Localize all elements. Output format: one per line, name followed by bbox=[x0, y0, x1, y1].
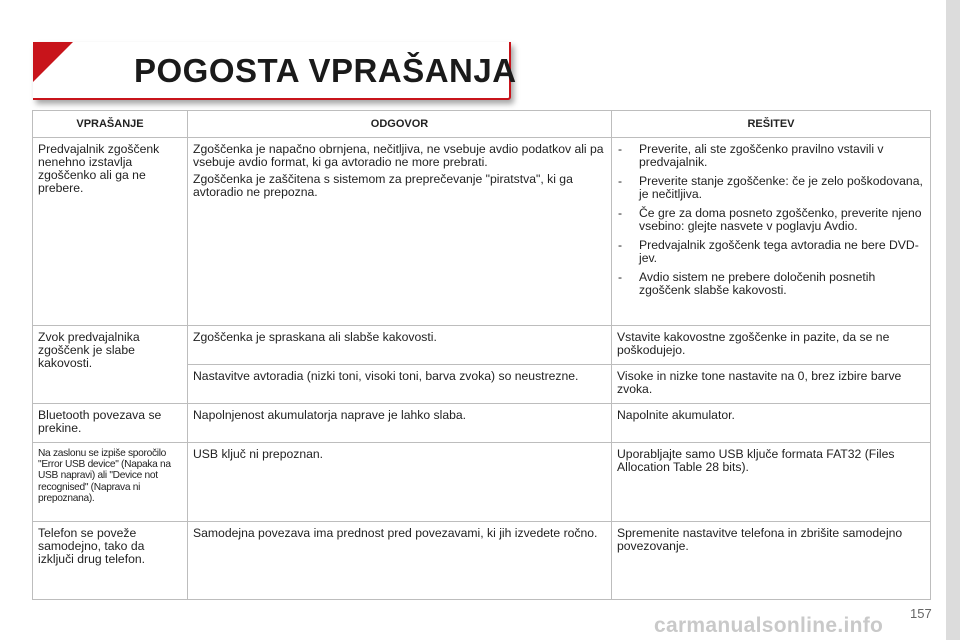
solution-item: - Predvajalnik zgoščenk tega avtoradia ne bere DVD-jev. bbox=[618, 238, 919, 265]
question-cell: Bluetooth povezava se prekine. bbox=[33, 404, 188, 443]
answer-cell: Samodejna povezava ima prednost pred povezavami, ki jih izvedete ročno. bbox=[188, 522, 612, 600]
answer-cell: Napolnjenost akumulatorja naprave je lahko slaba. bbox=[188, 404, 612, 443]
faq-table bbox=[32, 110, 931, 600]
table-header-row bbox=[33, 111, 931, 138]
solution-item: - Preverite stanje zgoščenke: če je zelo poškodovana, je nečitljiva. bbox=[618, 174, 923, 201]
solution-cell: Spremenite nastavitve telefona in zbrišite samodejno povezovanje. bbox=[612, 522, 931, 600]
answer-cell: Nastavitve avtoradia (nizki toni, visoki toni, barva zvoka) so neustrezne. bbox=[188, 365, 612, 404]
header-answer: ODGOVOR bbox=[188, 111, 612, 138]
question-cell: Telefon se poveže samodejno, tako da izključi drug telefon. bbox=[33, 522, 188, 600]
watermark: carmanualsonline.info bbox=[654, 614, 884, 637]
solution-cell: Vstavite kakovostne zgoščenke in pazite, da se ne poškodujejo. bbox=[612, 326, 931, 365]
solution-cell: Visoke in nizke tone nastavite na 0, brez izbire barve zvoka. bbox=[612, 365, 931, 404]
answer-text: Zgoščenka je zaščitena s sistemom za preprečevanje "piratstva", ki ga avtoradio ne prepozna. bbox=[193, 172, 573, 199]
question-cell: Na zaslonu se izpiše sporočilo "Error USB device" (Napaka na USB napravi) ali "Device not recognised" (Naprava ni prepoznana). bbox=[33, 443, 188, 522]
solution-item: - Preverite, ali ste zgoščenko pravilno vstavili v predvajalnik. bbox=[618, 142, 884, 169]
table-row bbox=[33, 404, 931, 443]
answer-text: Zgoščenka je napačno obrnjena, nečitljiva, ne vsebuje avdio podatkov ali pa vsebuje avdio format, ki ga avtoradio ne more prebrati. bbox=[193, 142, 604, 169]
question-cell: Predvajalnik zgoščenk nenehno izstavlja zgoščenko ali ga ne prebere. bbox=[33, 138, 188, 326]
table-row bbox=[33, 443, 931, 522]
table-row bbox=[33, 138, 931, 326]
page-number: 157 bbox=[910, 606, 932, 621]
page-title: POGOSTA VPRAŠANJA bbox=[134, 52, 517, 89]
table-row bbox=[33, 326, 931, 365]
table-row bbox=[33, 522, 931, 600]
solution-item: - Če gre za doma posneto zgoščenko, preverite njeno vsebino: glejte nasvete v poglavju Avdio. bbox=[618, 206, 922, 233]
answer-cell: USB ključ ni prepoznan. bbox=[188, 443, 612, 522]
solution-cell: Uporabljajte samo USB ključe formata FAT32 (Files Allocation Table 28 bits). bbox=[612, 443, 931, 522]
header-question: VPRAŠANJE bbox=[33, 111, 188, 138]
answer-cell bbox=[188, 138, 612, 326]
solution-cell: Napolnite akumulator. bbox=[612, 404, 931, 443]
solution-item: - Avdio sistem ne prebere določenih posnetih zgoščenk slabše kakovosti. bbox=[618, 270, 876, 297]
solution-cell bbox=[612, 138, 931, 326]
header-solution: REŠITEV bbox=[612, 111, 931, 138]
question-cell: Zvok predvajalnika zgoščenk je slabe kakovosti. bbox=[33, 326, 188, 404]
answer-cell: Zgoščenka je spraskana ali slabše kakovosti. bbox=[188, 326, 612, 365]
page-edge-bar bbox=[946, 0, 960, 640]
solution-list bbox=[617, 143, 925, 297]
title-banner bbox=[33, 42, 517, 100]
